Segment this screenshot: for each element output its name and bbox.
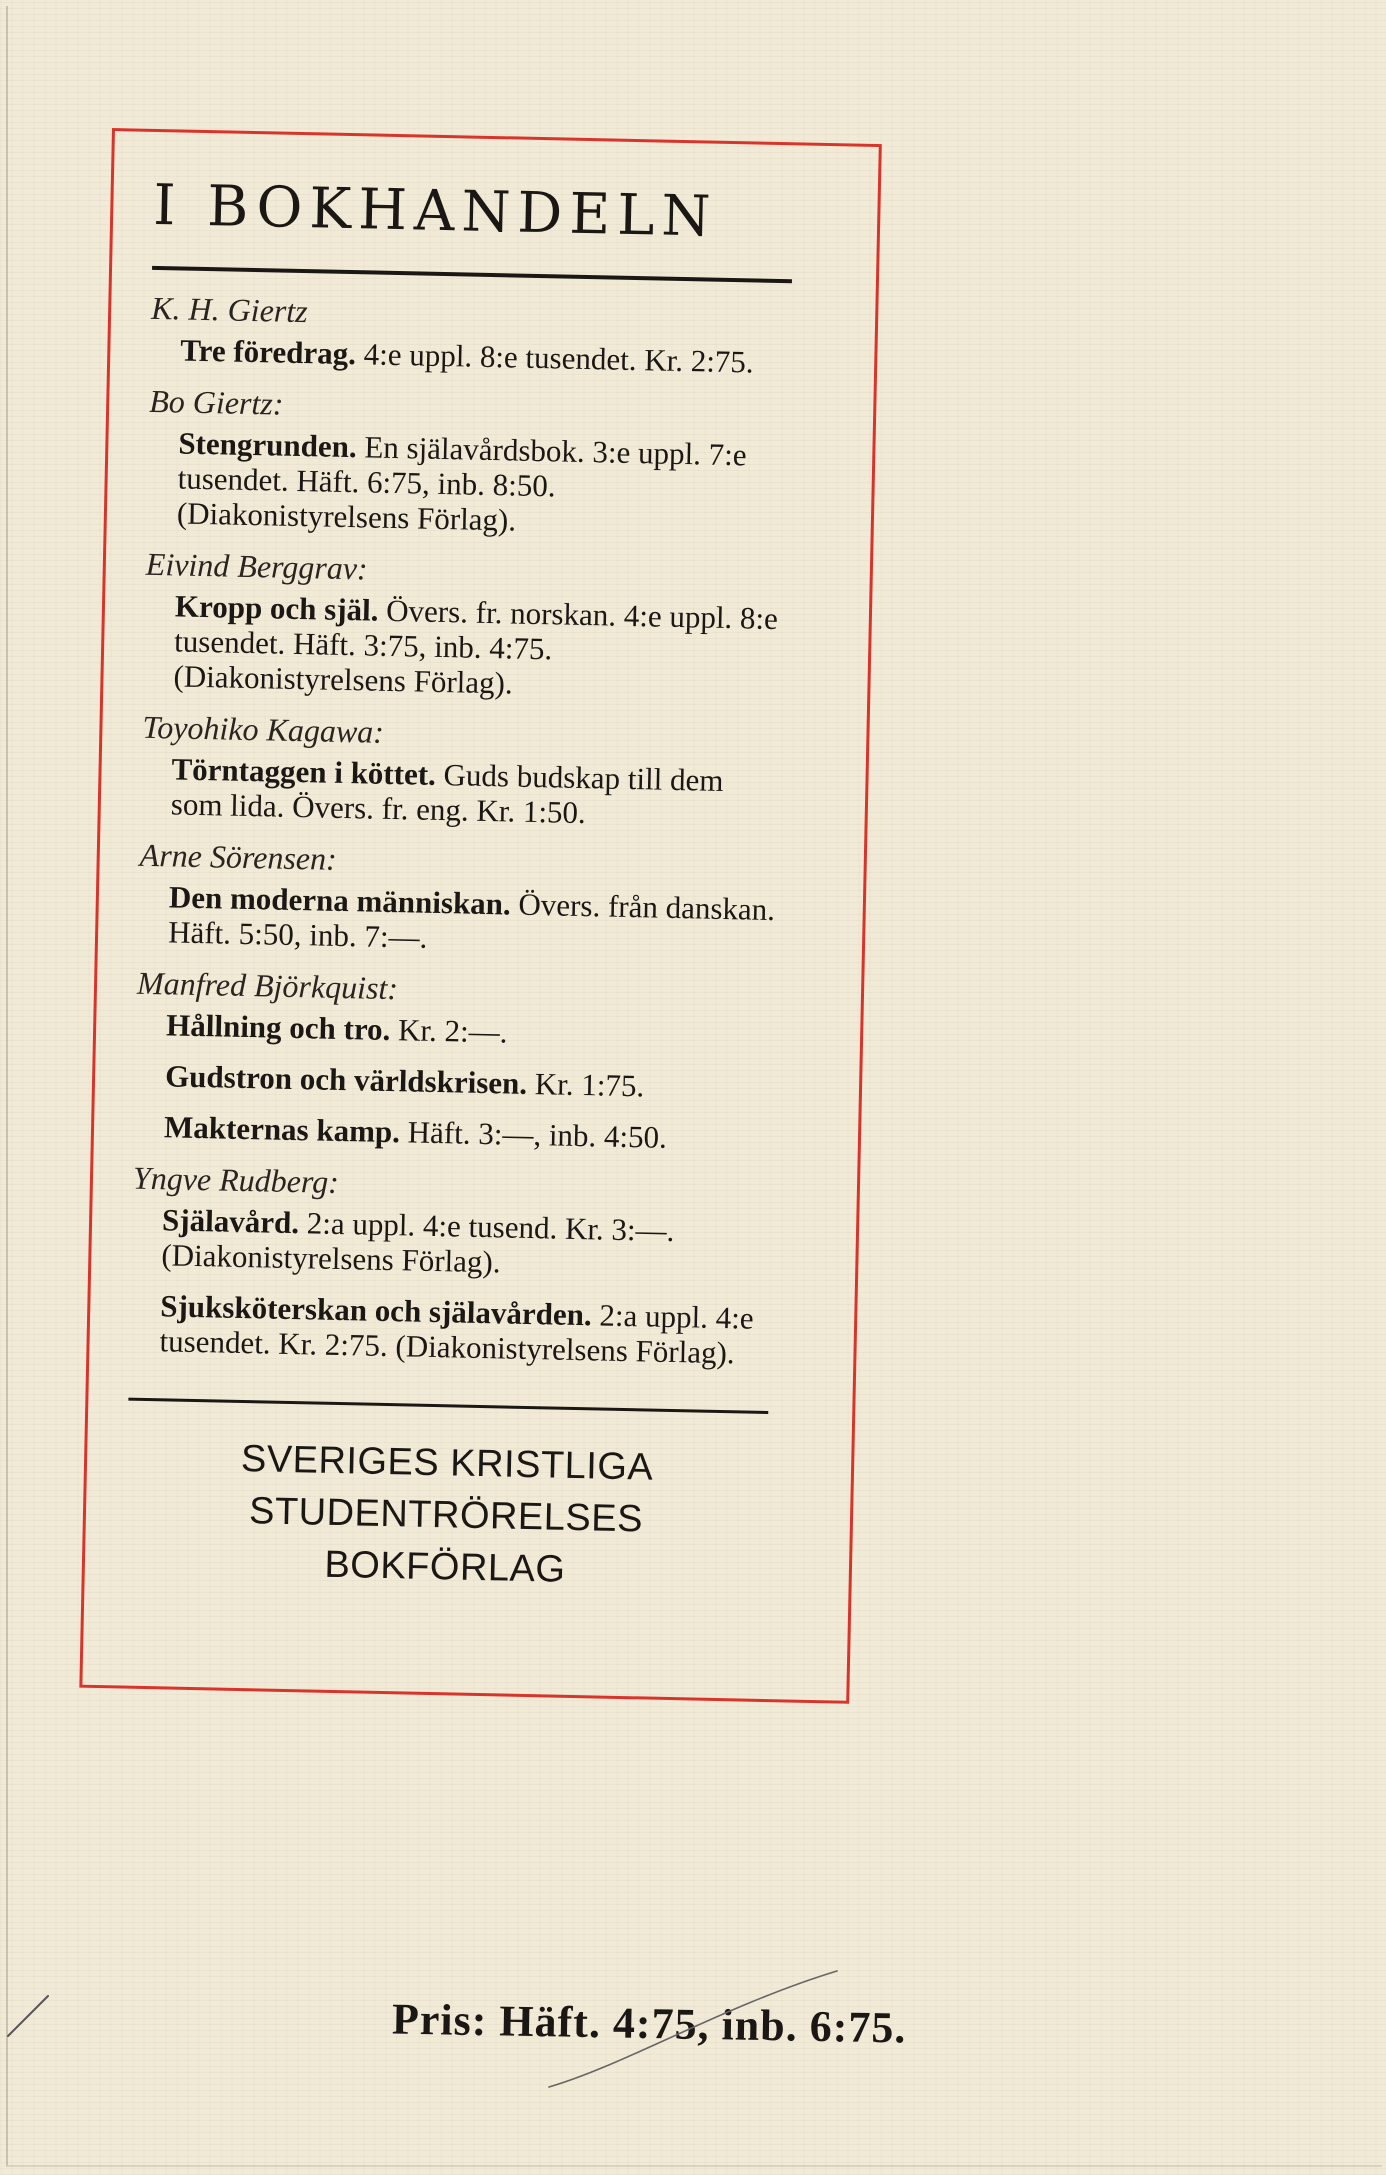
book-entry (168, 879, 779, 962)
book-entry (159, 1288, 770, 1371)
footer-divider (128, 1398, 768, 1414)
book-details: Kr. 1:75. (534, 1066, 645, 1104)
publisher-line-2: STUDENTRÖRELSES BOKFÖRLAG (248, 1490, 644, 1591)
publisher-name (124, 1431, 767, 1600)
author-name: Arne Sörensen: (139, 836, 338, 877)
book-entry (180, 332, 791, 380)
price-line: Pris: Häft. 4:75, inb. 6:75. (391, 1994, 907, 2053)
book-entry (170, 751, 781, 834)
book-title: Gudstron och världskrisen. (164, 1058, 528, 1101)
book-entry (173, 588, 785, 706)
author-name: Bo Giertz: (148, 382, 284, 422)
advertisement-frame (79, 128, 882, 1704)
page-title: I BOKHANDELN (152, 172, 719, 250)
book-details: 2:a uppl. 4:e tusend. Kr. 3:—. (Diakonistyrelsens Förlag). (161, 1205, 675, 1280)
book-details: En själavårdsbok. 3:e uppl. 7:e tusendet. Häft. 6:75, inb. 8:50. (Diakonistyrelsens Förlag). (176, 429, 747, 538)
book-details: 2:a uppl. 4:e tusendet. Kr. 2:75. (Diakonistyrelsens Förlag). (159, 1297, 754, 1371)
author-name: Manfred Björkquist: (136, 964, 399, 1007)
book-title: Själavård. (161, 1202, 300, 1241)
book-entry (166, 1007, 777, 1055)
book-title: Stengrunden. (178, 425, 358, 465)
advertisement-content (124, 174, 803, 1600)
book-catalog (129, 288, 801, 1371)
book-entry (177, 425, 789, 543)
author-name: Eivind Berggrav: (145, 545, 369, 587)
book-title: Kropp och själ. (174, 588, 379, 628)
publisher-line-1: SVERIGES KRISTLIGA (240, 1437, 654, 1489)
book-details: Kr. 2:—. (397, 1012, 508, 1050)
book-entry (165, 1058, 776, 1106)
book-title: Makternas kamp. (163, 1109, 401, 1150)
book-title: Den moderna människan. (168, 879, 512, 922)
book-details: Övers. från danskan. Häft. 5:50, inb. 7:—. (167, 886, 776, 955)
book-title: Sjuksköterskan och själavården. (159, 1288, 593, 1333)
book-title: Törntaggen i köttet. (171, 751, 437, 792)
author-name: Yngve Rudberg: (132, 1159, 340, 1200)
book-details: Guds budskap till dem som lida. Övers. fr. eng. Kr. 1:50. (170, 757, 724, 831)
heading-divider (152, 266, 792, 283)
book-details: Häft. 3:—, inb. 4:50. (407, 1114, 668, 1155)
book-entry (164, 1109, 775, 1157)
book-entry (161, 1202, 772, 1285)
author-name: Toyohiko Kagawa: (142, 708, 385, 750)
book-details: Övers. fr. norskan. 4:e uppl. 8:e tusendet. Häft. 3:75, inb. 4:75. (Diakonistyrelsens Förlag). (173, 592, 779, 701)
author-name: K. H. Giertz (150, 289, 309, 330)
book-title: Hållning och tro. (165, 1007, 391, 1048)
book-details: 4:e uppl. 8:e tusendet. Kr. 2:75. (363, 336, 755, 380)
pencil-stroke-left-mark (4, 1990, 54, 2040)
book-title: Tre föredrag. (179, 332, 357, 372)
